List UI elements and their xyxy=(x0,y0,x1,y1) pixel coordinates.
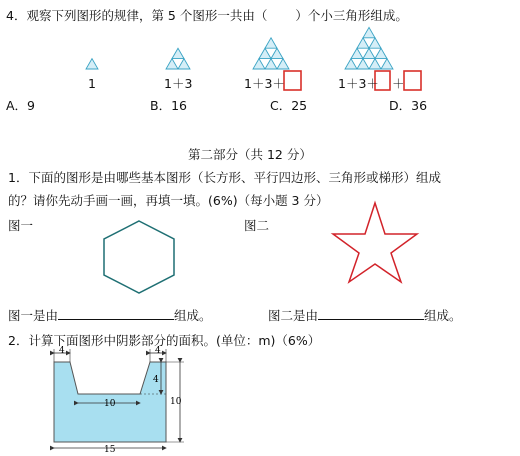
fill2 xyxy=(268,307,462,324)
small-triangle xyxy=(363,27,375,37)
small-triangle xyxy=(253,59,265,69)
triangle-figure-1 xyxy=(86,59,98,69)
dim-notch-bottom: 10 xyxy=(104,399,116,409)
option-c[interactable]: C．25 xyxy=(270,98,308,113)
small-triangle xyxy=(381,59,393,69)
label-fig4: 1＋3＋ xyxy=(338,76,379,91)
small-triangle xyxy=(271,48,283,58)
dim-notch-depth: 4 xyxy=(153,375,159,385)
small-triangle xyxy=(178,59,190,69)
star-figure xyxy=(331,200,421,290)
triangle-figure-2 xyxy=(166,48,190,69)
triangle-figure-4 xyxy=(345,27,393,69)
option-b[interactable]: B．16 xyxy=(150,98,187,113)
small-triangle xyxy=(357,38,369,48)
small-triangle xyxy=(265,38,277,48)
fill2-after: 组成。 xyxy=(424,308,462,323)
q4-stem-before: 4．观察下列图形的规律，第 5 个图形一共由（ xyxy=(6,8,268,23)
small-triangle xyxy=(357,59,369,69)
label-fig3: 1＋3＋ xyxy=(244,76,285,91)
small-triangle xyxy=(166,59,178,69)
q4-stem xyxy=(6,8,408,24)
small-triangle xyxy=(86,59,98,69)
small-triangle xyxy=(369,38,381,48)
small-triangle xyxy=(369,59,381,69)
dim-top-left: 4 xyxy=(59,346,65,356)
small-triangle xyxy=(345,59,357,69)
fill1-after: 组成。 xyxy=(174,308,212,323)
small-triangle xyxy=(172,48,184,58)
fig1-label: 图一 xyxy=(8,218,34,233)
option-a[interactable]: A．9 xyxy=(6,98,36,113)
fill2-blank[interactable] xyxy=(318,307,424,320)
shaded-figure xyxy=(40,346,240,456)
label-fig2: 1＋3 xyxy=(164,76,193,91)
small-triangle xyxy=(375,48,387,58)
label-fig4-plus: ＋ xyxy=(392,76,405,91)
q1-line2: 的？请你先动手画一画，再填一填。(6%)（每小题 3 分） xyxy=(8,193,329,208)
q2-stem: 2．计算下面图形中阴影部分的面积。(单位：m)（6%） xyxy=(8,333,321,348)
part2-title: 第二部分（共 12 分） xyxy=(188,147,312,162)
answer-box-3[interactable] xyxy=(284,71,301,90)
triangle-groups xyxy=(86,27,393,69)
q1-line1: 1．下面的图形是由哪些基本图形（长方形、平行四边形、三角形或梯形）组成 xyxy=(8,170,441,185)
small-triangle xyxy=(363,48,375,58)
small-triangle xyxy=(277,59,289,69)
dim-bottom: 15 xyxy=(104,445,116,455)
star-shape xyxy=(333,203,417,282)
fill1 xyxy=(8,307,212,324)
small-triangle xyxy=(351,48,363,58)
small-triangle xyxy=(259,48,271,58)
label-fig1: 1 xyxy=(88,76,96,91)
answer-box-4b[interactable] xyxy=(404,71,421,90)
fill1-before: 图一是由 xyxy=(8,308,59,323)
fig2-label: 图二 xyxy=(244,218,270,233)
hexagon-shape xyxy=(104,221,174,293)
triangle-figure-3 xyxy=(253,38,289,69)
fill2-before: 图二是由 xyxy=(268,308,319,323)
hexagon-figure xyxy=(101,218,181,298)
small-triangle xyxy=(265,59,277,69)
fill1-blank[interactable] xyxy=(58,307,174,320)
q4-stem-after: ）个小三角形组成。 xyxy=(295,8,408,23)
option-d[interactable]: D．36 xyxy=(389,98,428,113)
dim-top-right: 4 xyxy=(155,346,161,356)
dim-height: 10 xyxy=(170,397,182,407)
